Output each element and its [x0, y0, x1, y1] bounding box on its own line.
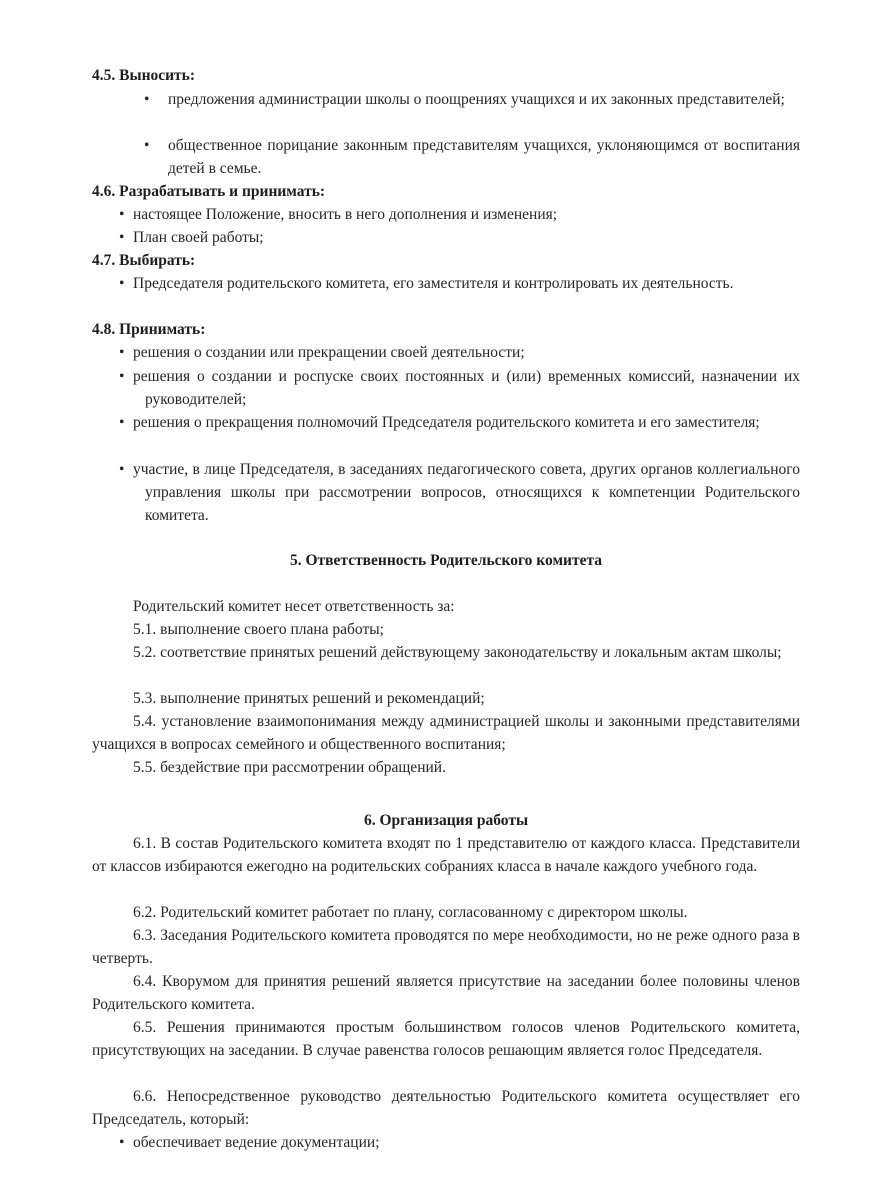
list-item-text: • решения о прекращения полномочий Председателя родительского комитета и его заместителя;: [133, 414, 760, 431]
list-item: [133, 341, 800, 364]
section-5-intro: Родительский комитет несет ответственность за:: [133, 598, 455, 615]
section-4-8-heading: 4.8. Принимать:: [92, 321, 206, 338]
paragraph: 6.1. В состав Родительского комитета входят по 1 представителю от каждого класса. Представители от классов избираются ежегодно на родительских собраниях класса в начале каждого учебного года.: [92, 835, 800, 875]
list-item-text: • решения о создании или прекращении своей деятельности;: [133, 344, 525, 361]
paragraph: 6.4. Кворумом для принятия решений является присутствие на заседании более половины членов Родительского комитета.: [92, 973, 800, 1013]
list-item: [133, 226, 800, 249]
paragraph: 6.5. Решения принимаются простым большинством голосов членов Родительского комитета, присутствующих на заседании. В случае равенства голосов решающим является голос Председателя.: [92, 1019, 800, 1059]
list-item: [133, 1131, 800, 1154]
list-item: [133, 272, 800, 295]
list-item: • предложения администрации школы о поощрениях учащихся и их законных представителей;: [168, 88, 800, 111]
paragraph: 6.3. Заседания Родительского комитета проводятся по мере необходимости, но не реже одного раза в четверть.: [92, 927, 800, 967]
list-item: [133, 411, 800, 434]
list-item-text: • Председателя родительского комитета, его заместителя и контролировать их деятельность.: [133, 275, 734, 292]
section-6-heading: 6. Организация работы: [363, 812, 529, 829]
list-item: [133, 365, 800, 411]
section-5-heading: 5. Ответственность Родительского комитета: [289, 552, 603, 569]
paragraph: 5.5. бездействие при рассмотрении обращений.: [133, 759, 446, 776]
paragraph: 5.4. установление взаимопонимания между администрацией школы и законными представителями учащихся в вопросах семейного и общественного воспитания;: [92, 713, 800, 753]
list-item: [133, 203, 800, 226]
paragraph: 6.2. Родительский комитет работает по плану, согласованному с директором школы.: [133, 904, 688, 921]
list-item-text: • обеспечивает ведение документации;: [133, 1134, 380, 1151]
list-item-text: • План своей работы;: [133, 229, 264, 246]
paragraph: 5.1. выполнение своего плана работы;: [133, 621, 384, 638]
section-4-5-heading: 4.5. Выносить:: [92, 67, 196, 84]
section-4-7-heading: 4.7. Выбирать:: [92, 252, 196, 269]
list-item: • общественное порицание законным представителям учащихся, уклоняющимся от воспитания детей в семье.: [168, 134, 800, 180]
list-item-text: • настоящее Положение, вносить в него дополнения и изменения;: [133, 206, 558, 223]
paragraph: 6.6. Непосредственное руководство деятельностью Родительского комитета осуществляет его Председатель, который:: [92, 1088, 800, 1128]
list-item-text: • решения о создании и роспуске своих постоянных и (или) временных комиссий, назначении их руководителей;: [133, 368, 800, 408]
list-item: [133, 458, 800, 527]
list-item-text: • участие, в лице Председателя, в заседаниях педагогического совета, других органов коллегиального управления школы при рассмотрении вопросов, относящихся к компетенции Родительского комитета.: [133, 461, 800, 524]
section-4-6-heading: 4.6. Разрабатывать и принимать:: [92, 183, 326, 200]
paragraph: 5.2. соответствие принятых решений действующему законодательству и локальным актам школы;: [133, 644, 782, 661]
paragraph: 5.3. выполнение принятых решений и рекомендаций;: [133, 690, 485, 707]
